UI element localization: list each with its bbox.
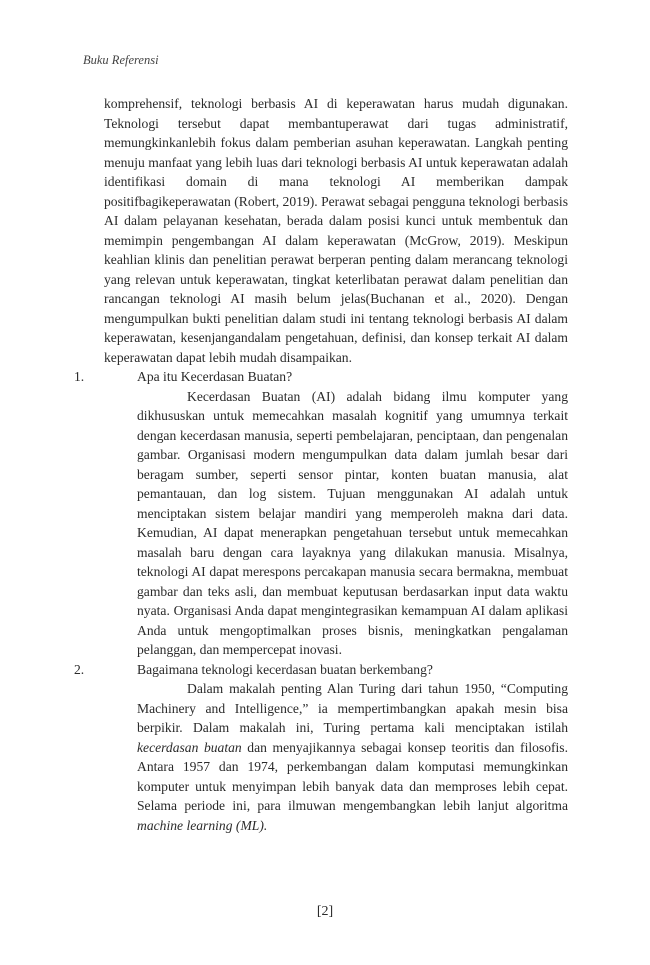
list-item-body <box>137 679 568 835</box>
body-emphasis: machine learning (ML). <box>137 817 268 833</box>
list-item-1 <box>74 367 568 660</box>
body-emphasis: kecerdasan buatan <box>137 739 242 755</box>
list-item-number: 2. <box>74 661 85 677</box>
body-text: Dalam makalah penting Alan Turing dari tahun 1950, “Computing Machinery and Intelligence,” ia mempertimbangkan apakah mesin bisa berpikir. Dalam makalah ini, Turing pertama kali menciptakan istilah <box>137 681 568 735</box>
running-header: Buku Referensi <box>83 53 159 67</box>
list-item-heading: Bagaimana teknologi kecerdasan buatan berkembang? <box>137 661 433 677</box>
list-item-heading: Apa itu Kecerdasan Buatan? <box>137 369 293 384</box>
page-body <box>74 94 568 835</box>
list-item-number: 1. <box>74 369 85 384</box>
intro-paragraph: komprehensif, teknologi berbasis AI di keperawatan harus mudah digunakan. Teknologi tersebut dapat membantuperawat dari tugas administratif, memungkinkanlebih fokus dalam pemberian asuhan keperawatan. Langkah penting menuju manfaat yang lebih luas dari teknologi berbasis AI untuk keperawatan adalah identifikasi domain di mana teknologi AI memberikan dampak positifbagikeperawatan (Robert, 2019). Perawat sebagai pengguna teknologi berbasis AI dalam pelayanan kesehatan, berada dalam posisi kunci untuk membentuk dan memimpin pengembangan AI dalam keperawatan (McGrow, 2019). Meskipun keahlian klinis dan penelitian perawat berperan penting dalam merancang teknologi yang relevan untuk keperawatan, tingkat keterlibatan perawat dalam penelitian dan rancangan teknologi AI masih belum jelas(Buchanan et al., 2020). Dengan mengumpulkan bukti penelitian dalam studi ini tentang teknologi berbasis AI dalam keperawatan, kesenjangandalam pengetahuan, definisi, dan konsep terkait AI dalam keperawatan dapat lebih mudah disampaikan. <box>104 96 568 365</box>
list-item-body: Kecerdasan Buatan (AI) adalah bidang ilmu komputer yang dikhususkan untuk memecahkan masalah kognitif yang umumnya terkait dengan kecerdasan manusia, seperti pembelajaran, penciptaan, dan pengenalan gambar. Organisasi modern mengumpulkan data dalam jumlah besar dari beragam sumber, seperti sensor pintar, konten buatan manusia, alat pemantauan, dan log sistem. Tujuan menggunakan AI adalah untuk menciptakan sistem belajar mandiri yang memperoleh makna dari data. Kemudian, AI dapat menerapkan pengetahuan tersebut untuk memecahkan masalah baru dengan cara layaknya yang dilakukan manusia. Misalnya, teknologi AI dapat merespons percakapan manusia secara bermakna, membuat gambar dan teks asli, dan membuat keputusan berdasarkan input data waktu nyata. Organisasi Anda dapat mengintegrasikan kemampuan AI dalam aplikasi Anda untuk mengoptimalkan proses bisnis, meningkatkan pengalaman pelanggan, dan mempercepat inovasi. <box>137 388 568 657</box>
page-number: [2] <box>316 904 334 919</box>
list-item-2 <box>74 660 568 836</box>
body-text: dan menyajikannya sebagai konsep teoritis dan filosofis. Antara 1957 dan 1974, perkembangan dalam komputasi memungkinkan komputer untuk menyimpan lebih banyak data dan memproses lebih cepat. Selama periode ini, para ilmuwan mengembangkan lebih lanjut algoritma <box>137 739 568 813</box>
